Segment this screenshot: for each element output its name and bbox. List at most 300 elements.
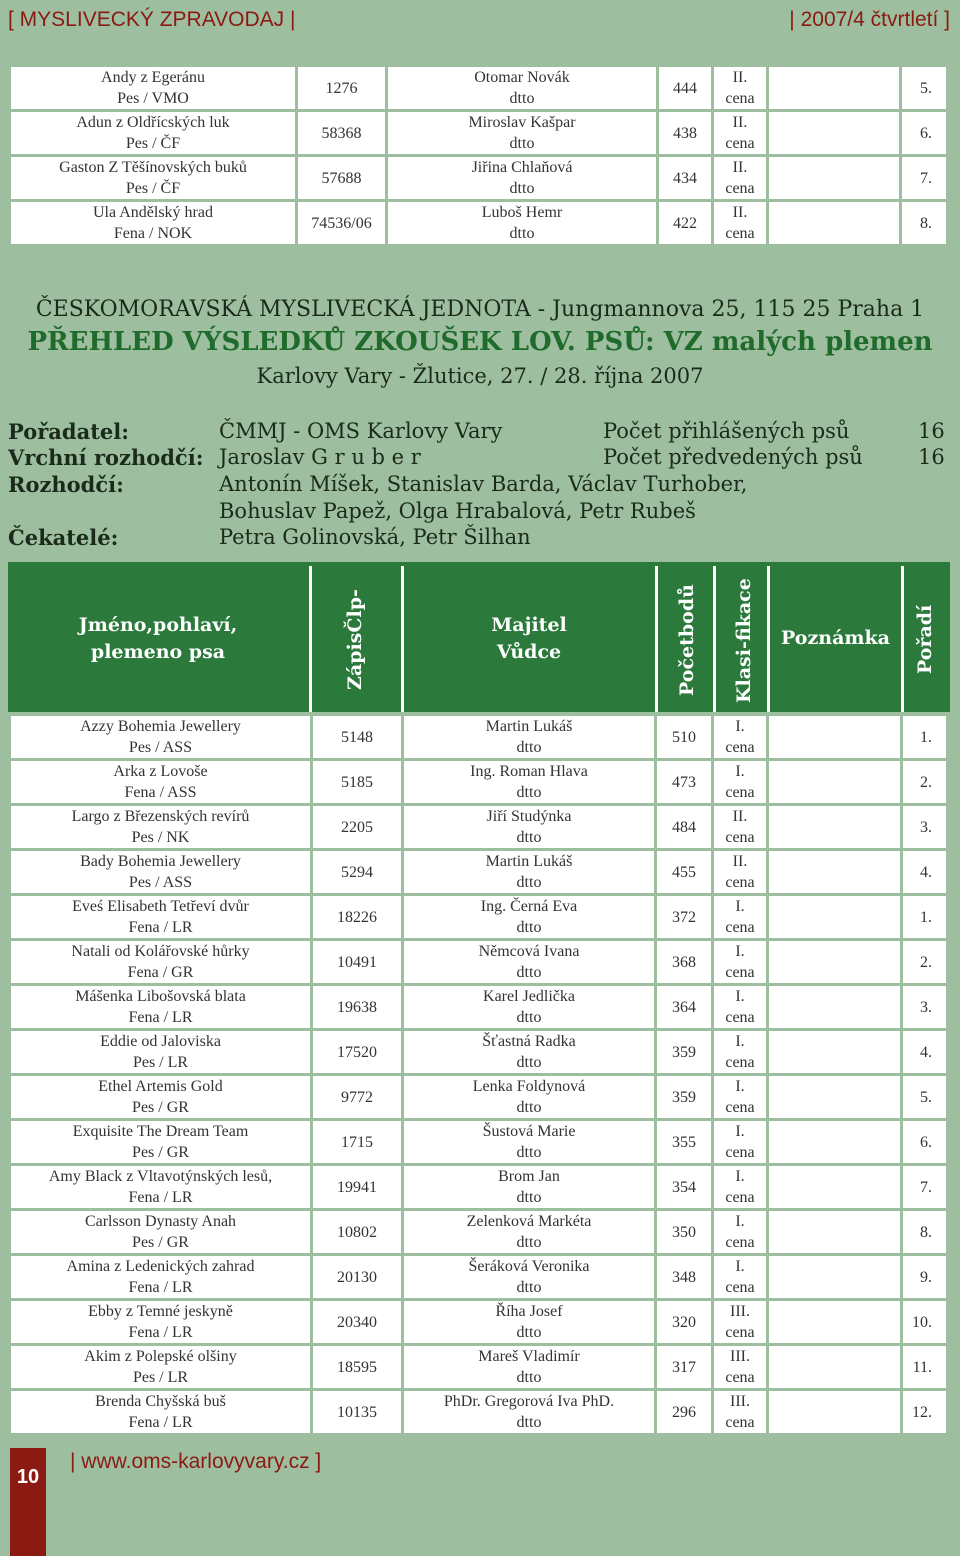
class-cell <box>714 1211 766 1253</box>
note-cell <box>769 157 899 199</box>
registry-number <box>313 1166 401 1208</box>
organizer-value: ČMMJ - OMS Karlovy Vary <box>219 419 503 443</box>
points-cell <box>657 716 711 758</box>
registry-number <box>313 1391 401 1433</box>
class-cell <box>714 1031 766 1073</box>
class-suffix: cena <box>725 1189 755 1206</box>
points-cell <box>659 67 711 109</box>
registry-number-value: 10135 <box>337 1403 377 1421</box>
registry-number-value: 57688 <box>321 169 362 187</box>
owner-name: Otomar Novák <box>474 69 570 86</box>
rank-cell <box>903 761 946 803</box>
dog-name: Brenda Chyšská buš <box>95 1393 226 1410</box>
note-cell <box>769 1391 900 1433</box>
owner-cell <box>404 1031 654 1073</box>
rank-cell <box>903 1166 946 1208</box>
class-cell <box>714 157 766 199</box>
dog-name-cell <box>11 851 310 893</box>
dog-sex-breed: Pes / VMO <box>117 90 189 107</box>
class-cell <box>714 202 766 244</box>
dog-sex-breed: Fena / LR <box>128 1279 193 1296</box>
dog-sex-breed: Pes / GR <box>132 1099 189 1116</box>
class-suffix: cena <box>725 1414 755 1431</box>
note-cell <box>769 716 900 758</box>
note-cell <box>769 1256 900 1298</box>
class-value: II. <box>732 114 748 131</box>
registry-number <box>313 1031 401 1073</box>
owner-cell <box>404 761 654 803</box>
website-link[interactable]: | www.oms-karlovyvary.cz ] <box>70 1450 322 1473</box>
owner-name: Lenka Foldynová <box>472 1078 586 1095</box>
class-cell <box>714 1076 766 1118</box>
guide-name: dtto <box>516 739 542 756</box>
chief-judge-value: Jaroslav G r u b e r <box>219 445 421 469</box>
registry-number <box>313 1076 401 1118</box>
class-value: I. <box>735 763 745 780</box>
class-cell <box>714 896 766 938</box>
table-row <box>11 202 946 244</box>
guide-name: dtto <box>509 90 535 107</box>
note-cell <box>769 1211 900 1253</box>
table-row <box>11 1391 946 1433</box>
points-value: 320 <box>672 1313 696 1331</box>
dog-name-cell <box>11 986 310 1028</box>
class-value: III. <box>730 1348 750 1365</box>
table-row <box>11 1346 946 1388</box>
rank-cell <box>903 1121 946 1163</box>
rank-value: 5. <box>920 79 932 97</box>
class-value: II. <box>732 808 748 825</box>
note-cell <box>769 806 900 848</box>
rank-cell <box>903 941 946 983</box>
dog-sex-breed: Pes / GR <box>132 1234 189 1251</box>
guide-name: dtto <box>516 1234 542 1251</box>
dog-name: Ula Andělský hrad <box>93 204 213 221</box>
rank-value: 2. <box>920 773 932 791</box>
results-table <box>8 713 949 1436</box>
registry-number-value: 17520 <box>337 1043 377 1061</box>
guide-name: dtto <box>516 1279 542 1296</box>
owner-name: Jiřina Chlaňová <box>471 159 573 176</box>
table-row <box>11 941 946 983</box>
guide-name: dtto <box>516 1369 542 1386</box>
owner-cell <box>404 1301 654 1343</box>
registry-number-value: 58368 <box>321 124 362 142</box>
dog-name: Bady Bohemia Jewellery <box>80 853 241 870</box>
owner-cell <box>404 986 654 1028</box>
dog-name: Adun z Oldřícských luk <box>76 114 230 131</box>
points-cell <box>657 806 711 848</box>
class-suffix: cena <box>725 874 755 891</box>
guide-name: dtto <box>516 1324 542 1341</box>
table-row <box>11 67 946 109</box>
table-row <box>11 1166 946 1208</box>
class-value: III. <box>730 1303 750 1320</box>
dog-name: Carlsson Dynasty Anah <box>84 1213 237 1230</box>
registry-number-value: 5148 <box>341 728 373 746</box>
dog-sex-breed: Pes / LR <box>132 1054 189 1071</box>
owner-name: Šťastná Radka <box>482 1033 576 1050</box>
guide-name: dtto <box>509 180 535 197</box>
dog-name-cell <box>11 1031 310 1073</box>
class-suffix: cena <box>725 829 755 846</box>
header-divider <box>309 566 312 712</box>
points-cell <box>657 1301 711 1343</box>
registry-number <box>313 1346 401 1388</box>
dog-sex-breed: Pes / ČF <box>125 135 181 152</box>
rank-cell <box>903 986 946 1028</box>
owner-name: Říha Josef <box>495 1303 563 1320</box>
owner-cell <box>404 1391 654 1433</box>
guide-name: dtto <box>516 1054 542 1071</box>
class-suffix: cena <box>725 1009 755 1026</box>
rank-cell <box>903 1031 946 1073</box>
points-cell <box>657 1346 711 1388</box>
dog-name-cell <box>11 1166 310 1208</box>
class-value: II. <box>732 853 748 870</box>
class-value: I. <box>735 1213 745 1230</box>
class-value: I. <box>735 1078 745 1095</box>
dog-name-cell <box>11 1256 310 1298</box>
table-row <box>11 851 946 893</box>
rank-value: 1. <box>920 908 932 926</box>
page-number: 10 <box>16 1466 40 1488</box>
class-suffix: cena <box>725 225 755 242</box>
guide-name: dtto <box>509 135 535 152</box>
owner-name: PhDr. Gregorová Iva PhD. <box>443 1393 615 1410</box>
event-subtitle: Karlovy Vary - Žlutice, 27. / 28. října 2007 <box>256 364 704 388</box>
guide-name: dtto <box>516 784 542 801</box>
owner-cell <box>404 1346 654 1388</box>
col-rank-heading: Pořadí <box>914 604 936 674</box>
owner-cell <box>404 1256 654 1298</box>
dog-name: Natali od Kolářovské hůrky <box>71 943 250 960</box>
rank-cell <box>902 67 946 109</box>
points-value: 368 <box>672 953 696 971</box>
owner-cell <box>404 806 654 848</box>
dog-name: Eddie od Jaloviska <box>100 1033 221 1050</box>
guide-name: dtto <box>516 919 542 936</box>
registry-number-value: 19638 <box>337 998 377 1016</box>
owner-cell <box>404 1211 654 1253</box>
rank-cell <box>903 806 946 848</box>
owner-cell <box>404 1166 654 1208</box>
col-note-heading: Poznámka <box>781 627 890 649</box>
page-title: PŘEHLED VÝSLEDKŮ ZKOUŠEK LOV. PSŮ: VZ malých plemen <box>27 327 933 357</box>
registry-number-value: 19941 <box>337 1178 377 1196</box>
class-cell <box>714 1346 766 1388</box>
class-suffix: cena <box>725 964 755 981</box>
registry-number-value: 2205 <box>341 818 373 836</box>
dog-sex-breed: Fena / ASS <box>124 784 197 801</box>
class-suffix: cena <box>725 784 755 801</box>
col-registry-heading: ZápisČlp- <box>344 589 366 690</box>
dog-name: Largo z Březenských revírů <box>71 808 250 825</box>
registry-number <box>298 157 385 199</box>
dog-sex-breed: Pes / LR <box>132 1369 189 1386</box>
rank-cell <box>903 1076 946 1118</box>
dog-name-cell <box>11 1211 310 1253</box>
judges-line-2: Bohuslav Papež, Olga Hrabalová, Petr Rubeš <box>219 499 696 523</box>
points-cell <box>657 1256 711 1298</box>
note-cell <box>769 202 899 244</box>
dog-name-cell <box>11 67 295 109</box>
rank-value: 4. <box>920 1043 932 1061</box>
dog-name: Exquisite The Dream Team <box>72 1123 249 1140</box>
class-value: II. <box>732 204 748 221</box>
rank-value: 1. <box>920 728 932 746</box>
registry-number <box>313 1256 401 1298</box>
points-cell <box>657 896 711 938</box>
owner-cell <box>404 716 654 758</box>
col-points-heading: Početbodů <box>676 584 698 696</box>
registry-number-value: 10491 <box>337 953 377 971</box>
rank-cell <box>903 1346 946 1388</box>
registry-number <box>313 761 401 803</box>
dog-sex-breed: Pes / ČF <box>125 180 181 197</box>
dog-name: Amina z Ledenických zahrad <box>66 1258 255 1275</box>
guide-name: dtto <box>516 1414 542 1431</box>
owner-name: Luboš Hemr <box>481 204 563 221</box>
class-suffix: cena <box>725 1099 755 1116</box>
owner-name: Šeráková Veronika <box>468 1258 590 1275</box>
registry-number-value: 74536/06 <box>311 214 372 232</box>
points-value: 510 <box>672 728 696 746</box>
table-row <box>11 157 946 199</box>
owner-cell <box>404 1121 654 1163</box>
class-cell <box>714 941 766 983</box>
dog-sex-breed: Fena / LR <box>128 1324 193 1341</box>
points-value: 355 <box>672 1133 696 1151</box>
class-cell <box>714 986 766 1028</box>
registered-dogs-count: 16 <box>918 419 945 443</box>
dog-name-cell <box>11 1346 310 1388</box>
rank-value: 7. <box>920 1178 932 1196</box>
page-number-box <box>10 1448 46 1556</box>
class-cell <box>714 716 766 758</box>
class-cell <box>714 67 766 109</box>
points-value: 296 <box>672 1403 696 1421</box>
points-cell <box>657 1211 711 1253</box>
judges-line-1: Antonín Míšek, Stanislav Barda, Václav Turhober, <box>219 472 748 496</box>
dog-name-cell <box>11 806 310 848</box>
registry-number <box>313 851 401 893</box>
class-cell <box>714 851 766 893</box>
table-row <box>11 986 946 1028</box>
rank-value: 8. <box>920 1223 932 1241</box>
note-cell <box>769 896 900 938</box>
note-cell <box>769 941 900 983</box>
owner-name: Šustová Marie <box>482 1123 576 1140</box>
registry-number-value: 18595 <box>337 1358 377 1376</box>
dog-sex-breed: Pes / ASS <box>128 874 193 891</box>
presented-dogs-count: 16 <box>918 445 945 469</box>
note-cell <box>769 851 900 893</box>
guide-name: dtto <box>516 1099 542 1116</box>
note-cell <box>769 1301 900 1343</box>
class-cell <box>714 1301 766 1343</box>
registry-number <box>298 112 385 154</box>
class-suffix: cena <box>725 1369 755 1386</box>
class-value: III. <box>730 1393 750 1410</box>
registry-number-value: 9772 <box>341 1088 373 1106</box>
owner-cell <box>388 157 656 199</box>
points-value: 350 <box>672 1223 696 1241</box>
class-suffix: cena <box>725 90 755 107</box>
dog-name-cell <box>11 716 310 758</box>
organizer-label: Pořadatel: <box>8 419 129 444</box>
owner-name: Zelenková Markéta <box>466 1213 592 1230</box>
class-cell <box>714 1166 766 1208</box>
registry-number-value: 1276 <box>325 79 358 97</box>
dog-name-cell <box>11 941 310 983</box>
rank-cell <box>903 1301 946 1343</box>
registry-number-value: 10802 <box>337 1223 377 1241</box>
registry-number <box>313 716 401 758</box>
rank-value: 3. <box>920 998 932 1016</box>
class-cell <box>714 1121 766 1163</box>
owner-name: Miroslav Kašpar <box>468 114 576 131</box>
class-suffix: cena <box>725 1234 755 1251</box>
owner-name: Němcová Ivana <box>478 943 580 960</box>
points-value: 317 <box>672 1358 696 1376</box>
registry-number <box>298 67 385 109</box>
owner-name: Mareš Vladimír <box>478 1348 580 1365</box>
presented-dogs-label: Počet předvedených psů <box>603 445 863 469</box>
registry-number-value: 18226 <box>337 908 377 926</box>
rank-value: 2. <box>920 953 932 971</box>
owner-name: Jiří Studýnka <box>486 808 572 825</box>
dog-sex-breed: Fena / GR <box>127 964 194 981</box>
dog-name-cell <box>11 1301 310 1343</box>
class-value: II. <box>732 69 748 86</box>
registry-number-value: 20130 <box>337 1268 377 1286</box>
rank-cell <box>903 716 946 758</box>
dog-name: Ethel Artemis Gold <box>98 1078 223 1095</box>
table-row <box>11 716 946 758</box>
dog-sex-breed: Fena / NOK <box>113 225 193 242</box>
points-cell <box>657 1391 711 1433</box>
rank-cell <box>902 112 946 154</box>
class-cell <box>714 1391 766 1433</box>
rank-value: 5. <box>920 1088 932 1106</box>
table-row <box>11 1256 946 1298</box>
registry-number-value: 5185 <box>341 773 373 791</box>
trainees-value: Petra Golinovská, Petr Šilhan <box>219 525 531 549</box>
points-value: 434 <box>673 169 697 187</box>
guide-name: dtto <box>516 964 542 981</box>
col-name-heading-2: plemeno psa <box>90 641 226 663</box>
guide-name: dtto <box>516 829 542 846</box>
dog-name: Ebby z Temné jeskyně <box>88 1303 233 1320</box>
dog-sex-breed: Pes / NK <box>131 829 190 846</box>
dog-sex-breed: Fena / LR <box>128 1414 193 1431</box>
points-cell <box>657 1076 711 1118</box>
class-value: I. <box>735 1168 745 1185</box>
registry-number <box>313 986 401 1028</box>
note-cell <box>769 1346 900 1388</box>
org-title: ČESKOMORAVSKÁ MYSLIVECKÁ JEDNOTA - Jungmannova 25, 115 25 Praha 1 <box>35 297 925 322</box>
points-value: 473 <box>672 773 696 791</box>
header-divider <box>655 566 658 712</box>
dog-name-cell <box>11 202 295 244</box>
class-value: I. <box>735 1258 745 1275</box>
registered-dogs-label: Počet přihlášených psů <box>603 419 850 443</box>
dog-name: Eveś Elisabeth Tetřeví dvůr <box>72 898 249 915</box>
table-row <box>11 1211 946 1253</box>
owner-name: Karel Jedlička <box>483 988 575 1005</box>
dog-name: Andy z Egeránu <box>101 69 205 86</box>
note-cell <box>769 1121 900 1163</box>
class-suffix: cena <box>725 135 755 152</box>
dog-name: Arka z Lovoše <box>113 763 208 780</box>
class-suffix: cena <box>725 1144 755 1161</box>
guide-name: dtto <box>516 1189 542 1206</box>
class-suffix: cena <box>725 1054 755 1071</box>
registry-number <box>313 806 401 848</box>
dog-name: Mášenka Libošovská blata <box>75 988 246 1005</box>
class-value: I. <box>735 1123 745 1140</box>
class-cell <box>714 761 766 803</box>
points-cell <box>659 112 711 154</box>
rank-cell <box>903 896 946 938</box>
col-class-heading: Klasi-fikace <box>733 578 755 703</box>
dog-sex-breed: Fena / LR <box>128 919 193 936</box>
class-cell <box>714 1256 766 1298</box>
note-cell <box>769 1166 900 1208</box>
rank-value: 11. <box>912 1358 932 1376</box>
rank-value: 10. <box>912 1313 932 1331</box>
rank-cell <box>903 851 946 893</box>
points-value: 359 <box>672 1043 696 1061</box>
table-row <box>11 112 946 154</box>
points-cell <box>657 761 711 803</box>
dog-name-cell <box>11 157 295 199</box>
dog-name-cell <box>11 112 295 154</box>
note-cell <box>769 67 899 109</box>
dog-sex-breed: Pes / ASS <box>128 739 193 756</box>
dog-sex-breed: Fena / LR <box>128 1009 193 1026</box>
points-value: 438 <box>673 124 697 142</box>
points-value: 359 <box>672 1088 696 1106</box>
table-row <box>11 896 946 938</box>
col-guide-heading: Vůdce <box>496 641 562 663</box>
col-name-heading-1: Jméno,pohlaví, <box>78 614 238 636</box>
magazine-title: [ MYSLIVECKÝ ZPRAVODAJ | <box>8 8 296 31</box>
points-value: 455 <box>672 863 696 881</box>
owner-name: Martin Lukáš <box>485 718 573 735</box>
owner-cell <box>404 941 654 983</box>
dog-name-cell <box>11 1121 310 1163</box>
owner-name: Ing. Černá Eva <box>480 898 578 915</box>
points-value: 484 <box>672 818 696 836</box>
owner-cell <box>388 67 656 109</box>
dog-name: Amy Black z Vltavotýnských lesů, <box>48 1168 273 1185</box>
header-divider <box>713 566 716 712</box>
rank-value: 9. <box>920 1268 932 1286</box>
registry-number-value: 20340 <box>337 1313 377 1331</box>
dog-name-cell <box>11 761 310 803</box>
trainees-label: Čekatelé: <box>8 525 119 550</box>
class-value: I. <box>735 898 745 915</box>
class-suffix: cena <box>725 1324 755 1341</box>
top-results-table <box>8 64 949 247</box>
guide-name: dtto <box>509 225 535 242</box>
table-row <box>11 1301 946 1343</box>
guide-name: dtto <box>516 1009 542 1026</box>
note-cell <box>769 761 900 803</box>
owner-cell <box>388 112 656 154</box>
